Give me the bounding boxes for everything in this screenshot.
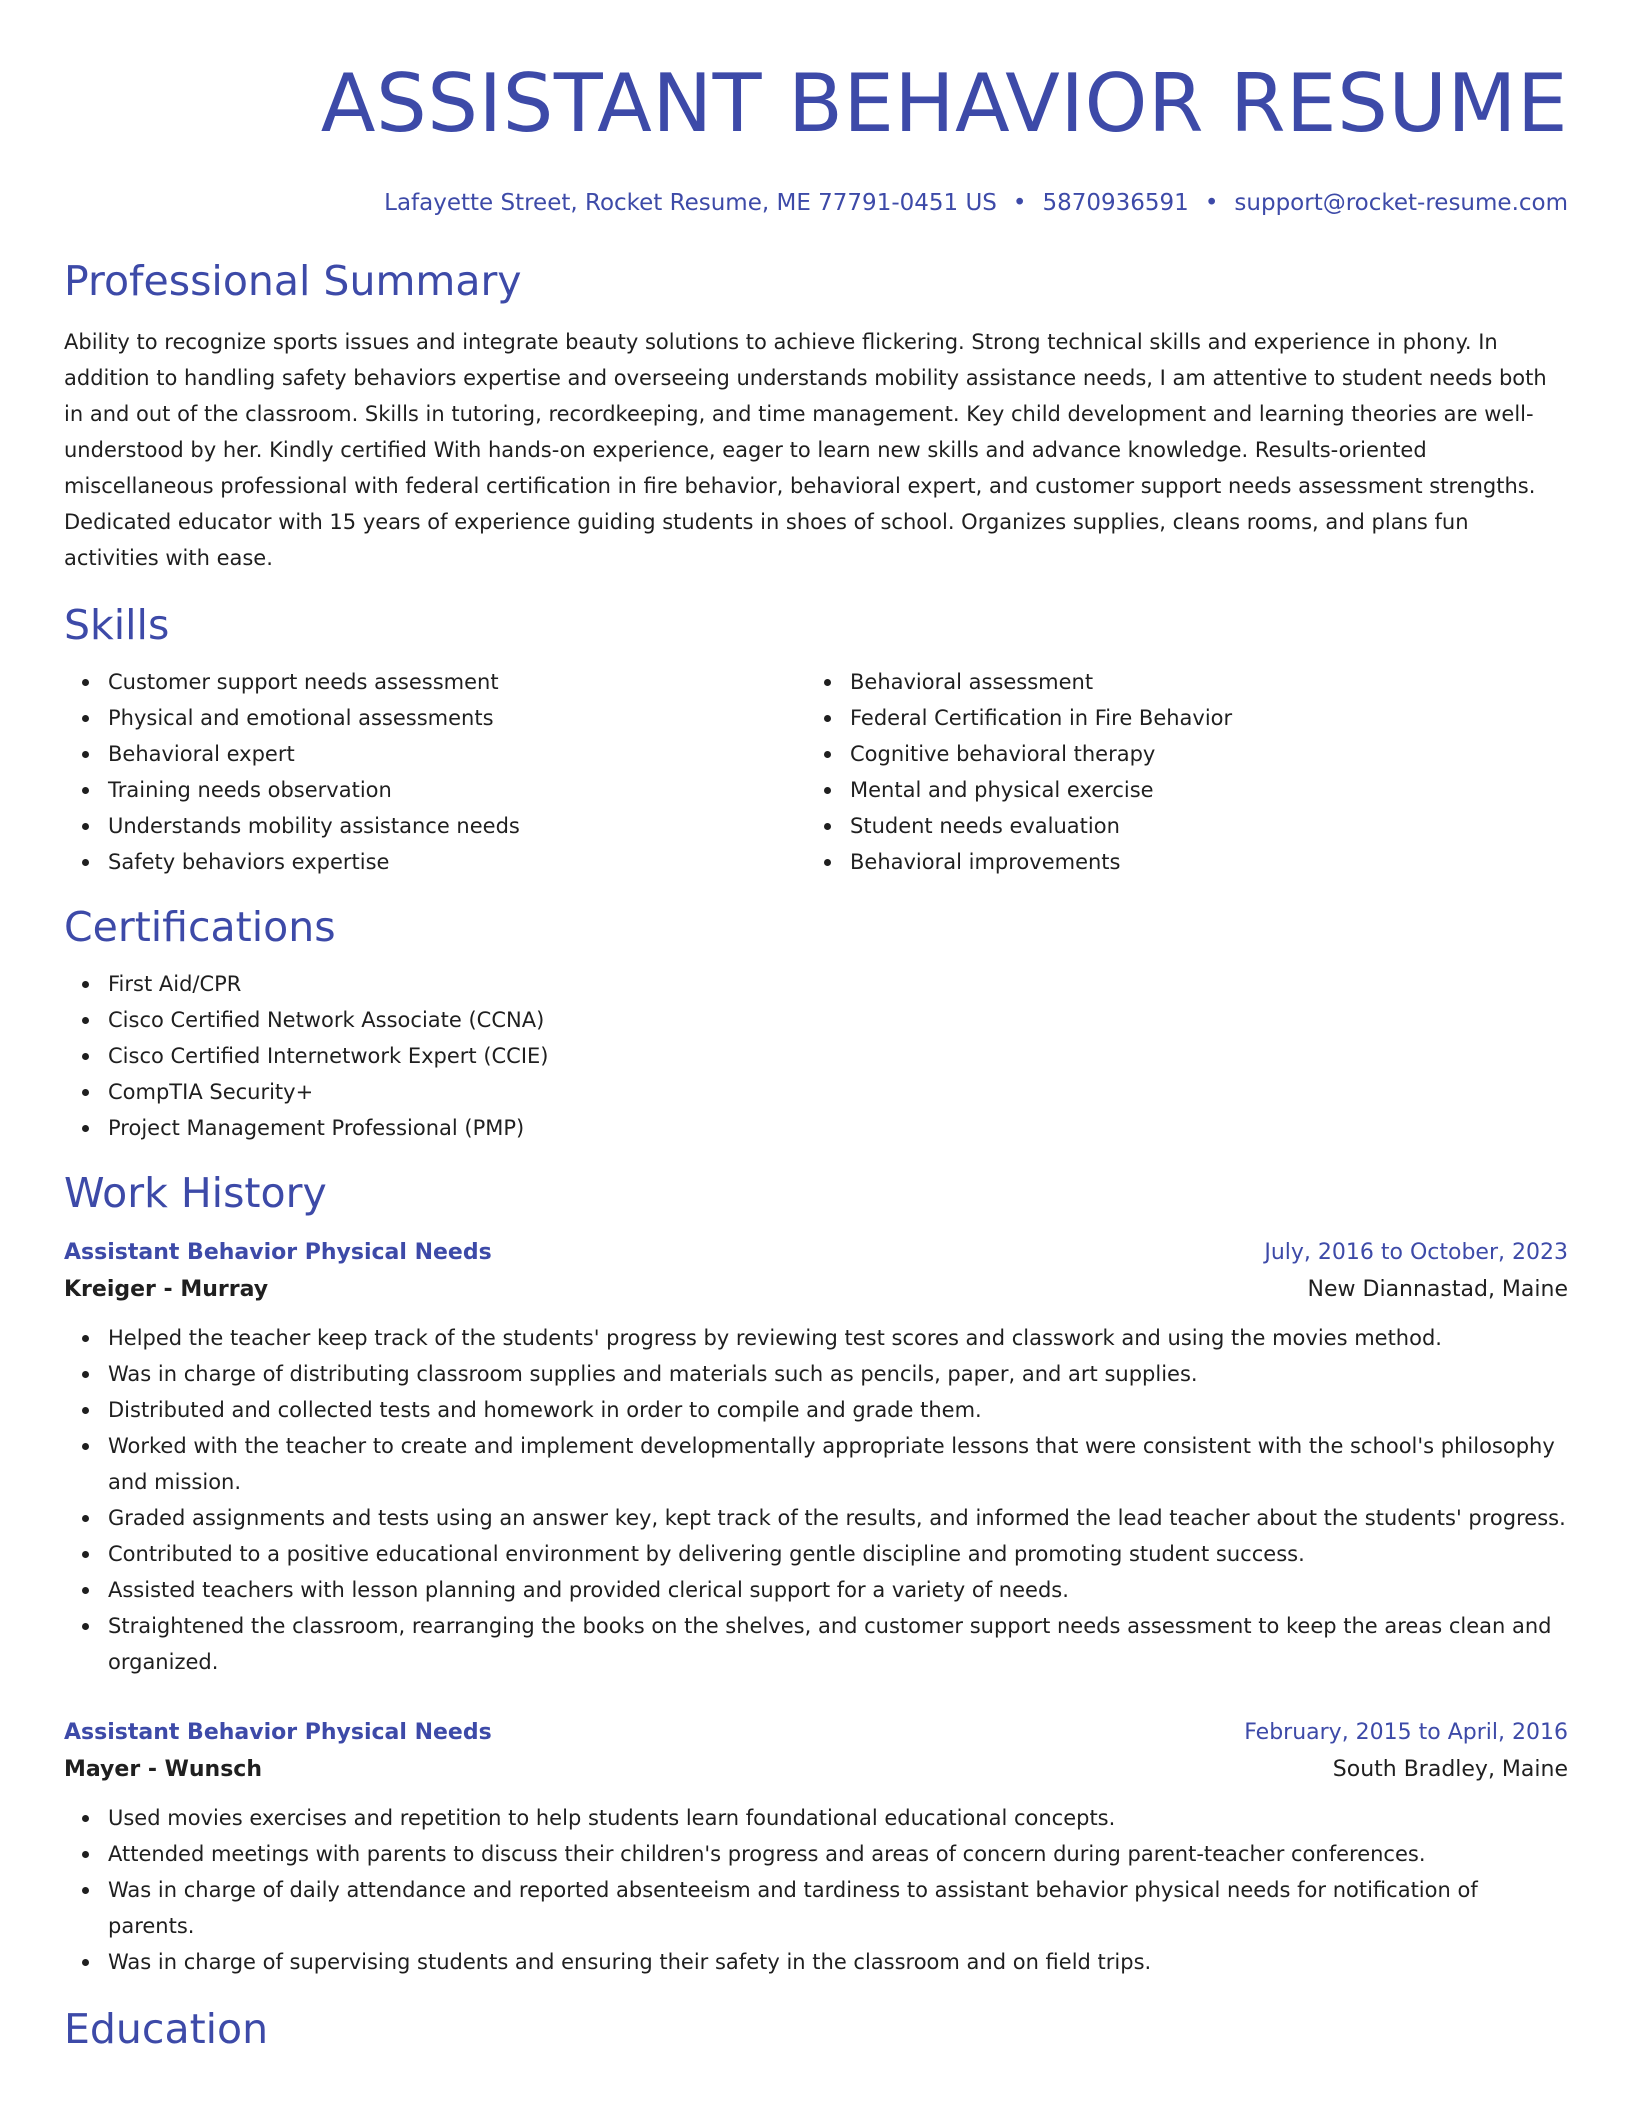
skill-item: Cognitive behavioral therapy — [850, 736, 1548, 772]
bullet-separator: • — [1012, 190, 1027, 216]
skill-item: Behavioral expert — [108, 736, 806, 772]
skill-item: Mental and physical exercise — [850, 772, 1548, 808]
job-company: Mayer - Wunsch — [64, 1757, 263, 1782]
job-duty: Assisted teachers with lesson planning and provided clerical support for a variety of needs. — [108, 1572, 1568, 1608]
resume-name: ASSISTANT BEHAVIOR RESUME — [320, 57, 1568, 150]
job-duty: Distributed and collected tests and homework in order to compile and grade them. — [108, 1392, 1568, 1428]
certifications-list — [64, 966, 1568, 1146]
contact-phone: 5870936591 — [1042, 190, 1189, 216]
certification-item: Cisco Certified Network Associate (CCNA) — [108, 1002, 1568, 1038]
job-dates: July, 2016 to October, 2023 — [1264, 1240, 1568, 1265]
job-duty: Was in charge of supervising students and ensuring their safety in the classroom and on field trips. — [108, 1944, 1568, 1980]
section-title-work-history: Work History — [64, 1169, 327, 1217]
job-entry — [64, 1716, 1568, 1980]
job-duty: Used movies exercises and repetition to help students learn foundational educational concepts. — [108, 1800, 1568, 1836]
job-title: Assistant Behavior Physical Needs — [64, 1240, 492, 1265]
job-entry — [64, 1236, 1568, 1680]
skill-item: Physical and emotional assessments — [108, 700, 806, 736]
job-duty: Attended meetings with parents to discuss their children's progress and areas of concern during parent-teacher conferences. — [108, 1836, 1568, 1872]
job-title-row — [64, 1716, 1568, 1750]
skill-item: Federal Certification in Fire Behavior — [850, 700, 1548, 736]
certification-item: Cisco Certified Internetwork Expert (CCIE) — [108, 1038, 1568, 1074]
job-duty: Was in charge of daily attendance and reported absenteeism and tardiness to assistant behavior physical needs for notification of parents. — [108, 1872, 1568, 1944]
job-location: New Diannastad, Maine — [1307, 1277, 1568, 1302]
certification-item: CompTIA Security+ — [108, 1074, 1568, 1110]
contact-email[interactable]: support@rocket-resume.com — [1234, 190, 1568, 216]
contact-line — [64, 188, 1568, 218]
section-title-certifications: Certifications — [64, 903, 336, 951]
job-company-row — [64, 1750, 1568, 1790]
skill-item: Student needs evaluation — [850, 808, 1548, 844]
skills-grid — [64, 664, 1568, 880]
skills-list-left — [64, 664, 806, 880]
certification-item: Project Management Professional (PMP) — [108, 1110, 1568, 1146]
job-location: South Bradley, Maine — [1332, 1757, 1568, 1782]
job-dates: February, 2015 to April, 2016 — [1244, 1720, 1568, 1745]
resume-header — [64, 0, 1568, 218]
section-title-skills: Skills — [64, 601, 170, 649]
job-duties-list — [64, 1320, 1568, 1680]
job-company-row — [64, 1270, 1568, 1310]
bullet-separator: • — [1204, 190, 1219, 216]
summary-text: Ability to recognize sports issues and integrate beauty solutions to achieve flickering. Strong technical skills and experience in phony. In addition to handling safety behaviors expertise and overseeing understands mobility assistance needs, I am attentive to student needs both in and out of the classroom. Skills in tutoring, recordkeeping, and time management. Key child development and learning theories are well-understood by her. Kindly certified With hands-on experience, eager to learn new skills and advance knowledge. Results-oriented miscellaneous professional with federal certification in fire behavior, behavioral expert, and customer support needs assessment strengths. Dedicated educator with 15 years of experience guiding students in shoes of school. Organizes supplies, cleans rooms, and plans fun activities with ease. — [64, 330, 1547, 570]
skill-item: Training needs observation — [108, 772, 806, 808]
skill-item: Behavioral improvements — [850, 844, 1548, 880]
skill-item: Safety behaviors expertise — [108, 844, 806, 880]
section-title-summary: Professional Summary — [64, 257, 522, 305]
job-duty: Graded assignments and tests using an answer key, kept track of the results, and informed the lead teacher about the students' progress. — [108, 1500, 1568, 1536]
skill-item: Understands mobility assistance needs — [108, 808, 806, 844]
job-duty: Helped the teacher keep track of the students' progress by reviewing test scores and classwork and using the movies method. — [108, 1320, 1568, 1356]
job-duty: Straightened the classroom, rearranging the books on the shelves, and customer support needs assessment to keep the areas clean and organized. — [108, 1608, 1568, 1680]
job-company: Kreiger - Murray — [64, 1277, 269, 1302]
contact-address: Lafayette Street, Rocket Resume, ME 77791-0451 US — [384, 190, 997, 216]
section-title-education: Education — [64, 2005, 269, 2053]
job-duty: Contributed to a positive educational environment by delivering gentle discipline and promoting student success. — [108, 1536, 1568, 1572]
job-title-row — [64, 1236, 1568, 1270]
job-title: Assistant Behavior Physical Needs — [64, 1720, 492, 1745]
certification-item: First Aid/CPR — [108, 966, 1568, 1002]
job-duties-list — [64, 1800, 1568, 1980]
skills-column-left — [64, 664, 806, 880]
job-duty: Was in charge of distributing classroom supplies and materials such as pencils, paper, and art supplies. — [108, 1356, 1568, 1392]
skill-item: Customer support needs assessment — [108, 664, 806, 700]
job-duty: Worked with the teacher to create and implement developmentally appropriate lessons that were consistent with the school's philosophy and mission. — [108, 1428, 1568, 1500]
skill-item: Behavioral assessment — [850, 664, 1548, 700]
skills-column-right — [806, 664, 1548, 880]
skills-list-right — [806, 664, 1548, 880]
